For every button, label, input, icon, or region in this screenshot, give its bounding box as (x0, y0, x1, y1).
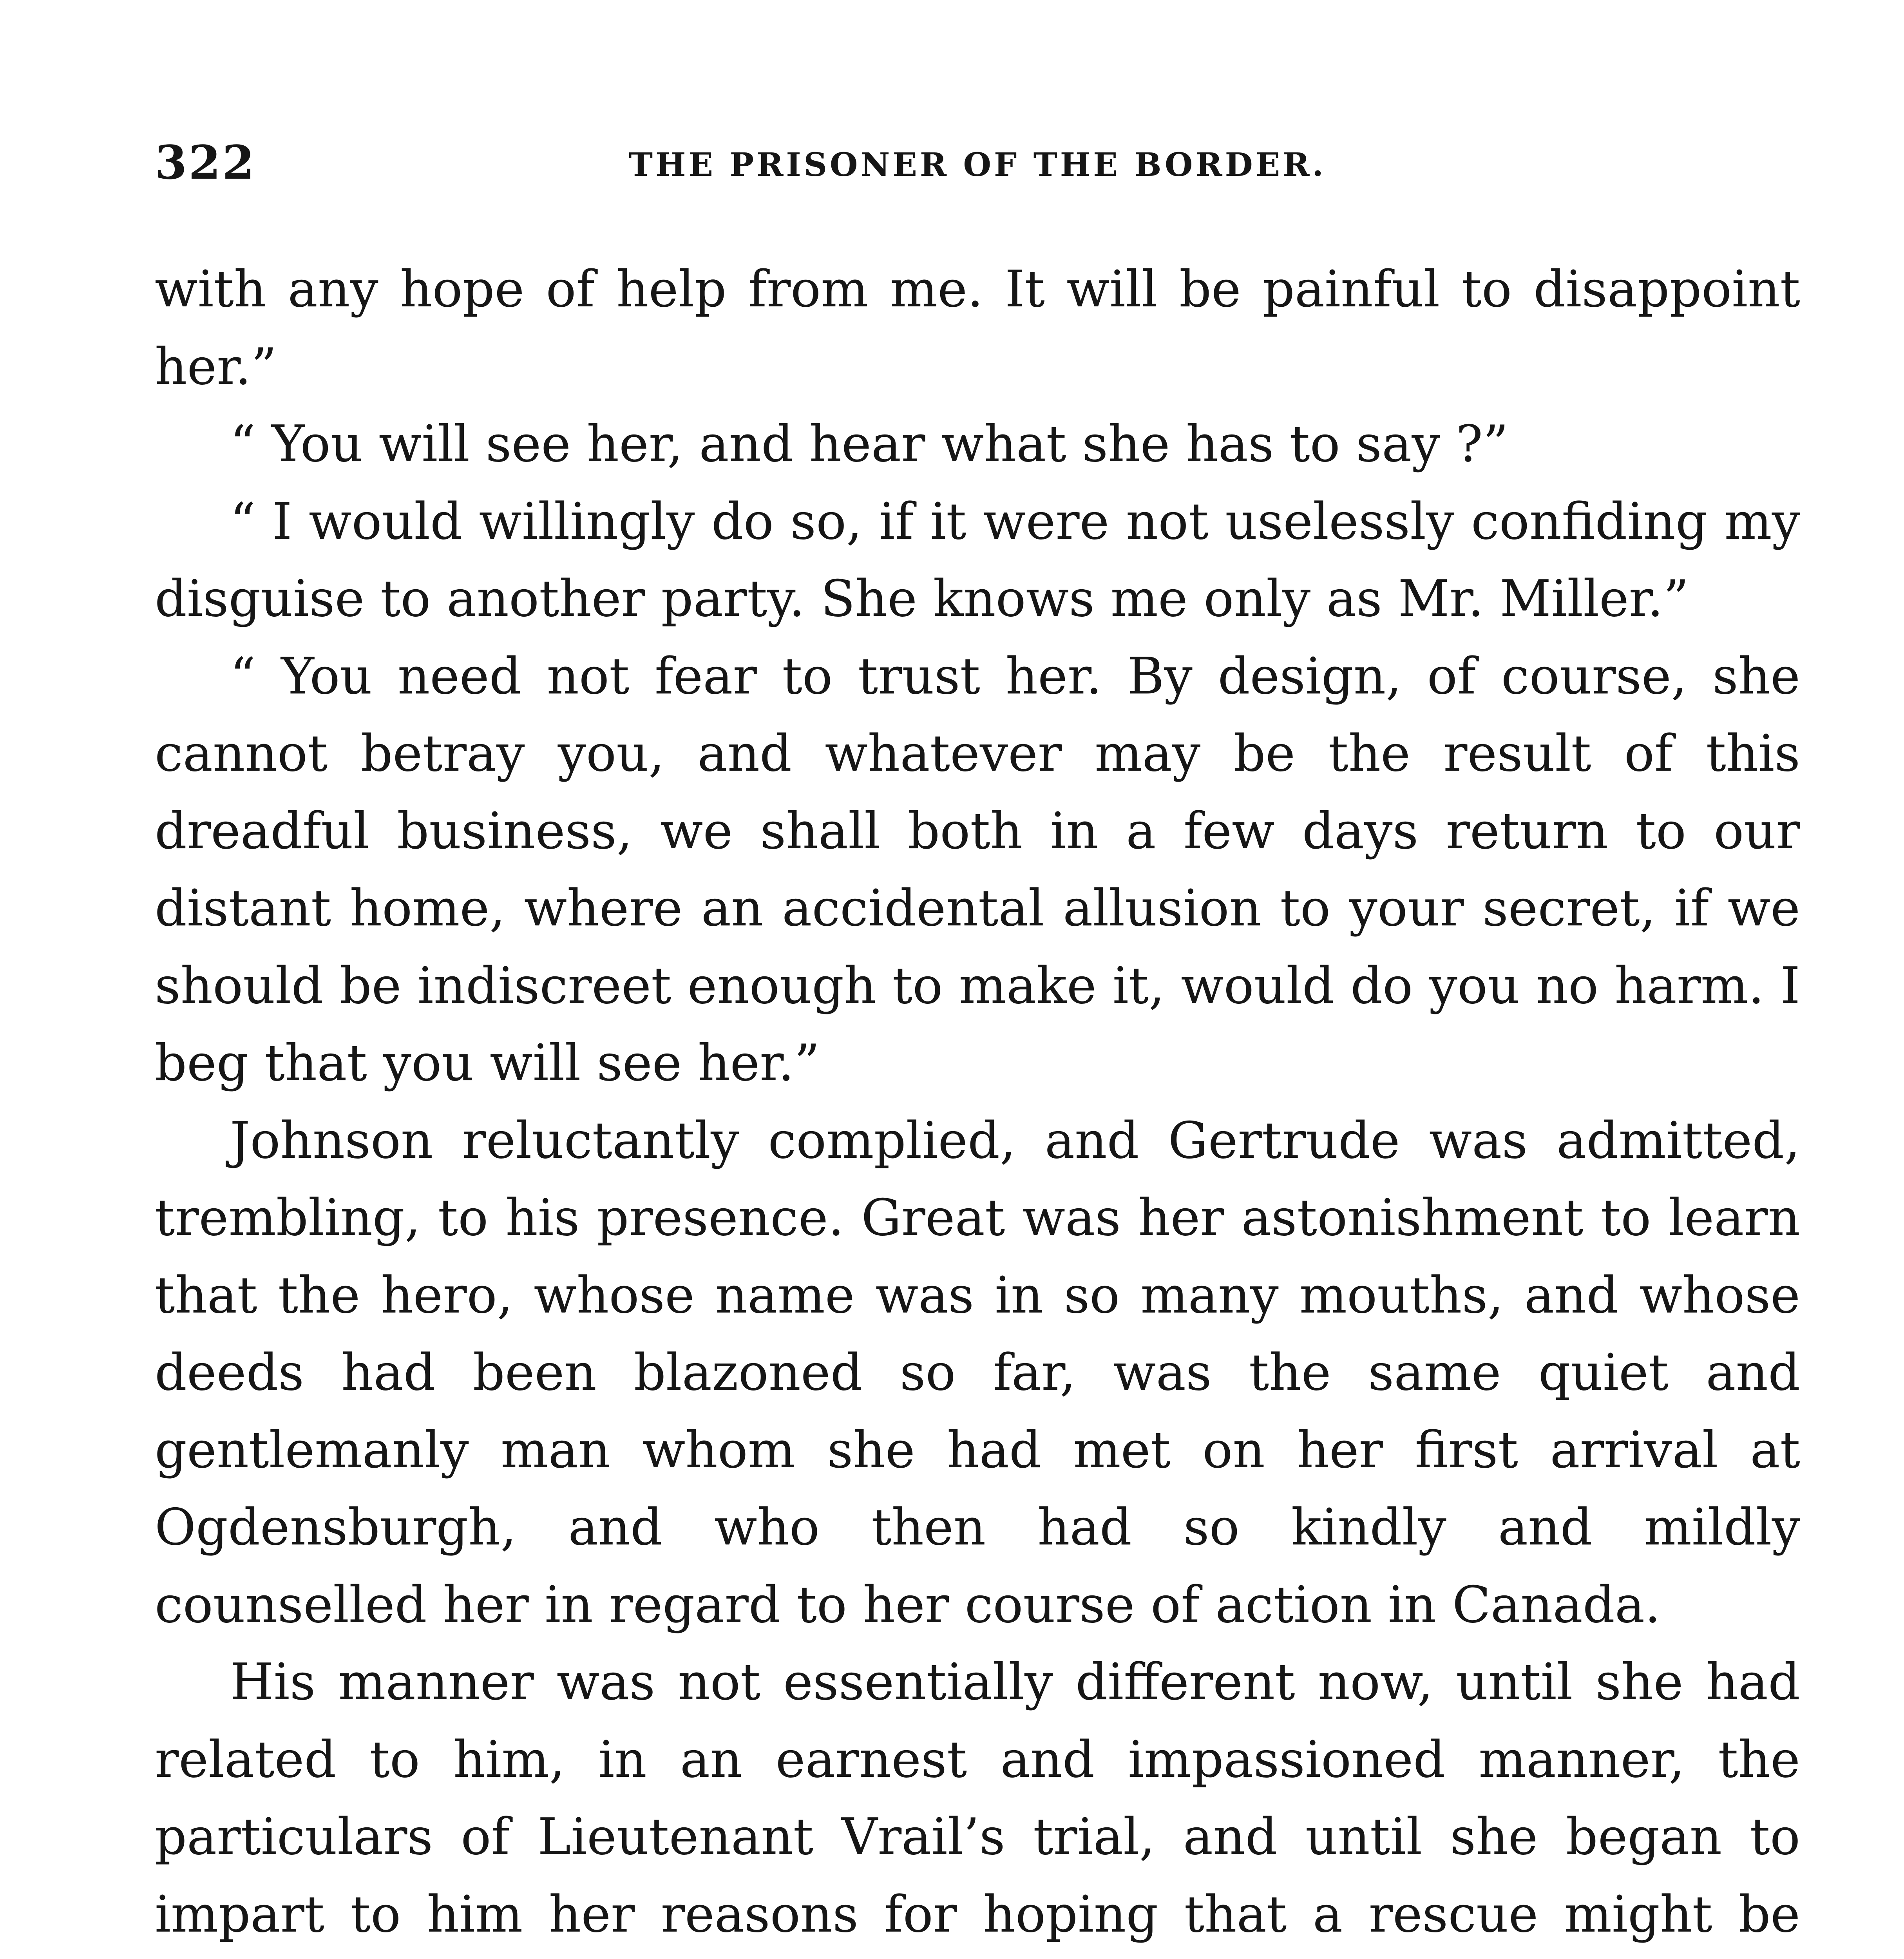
paragraph: Johnson reluctantly complied, and Gertrude was admitted, trembling, to his presence. Great was her astonishment to learn that the hero, whose name was in so many mouths, and whose deeds had been blazoned so far, was the same quiet and gentlemanly man whom she had met on her first arrival at Ogdensburgh, and who then had so kindly and mildly counselled her in regard to her course of action in Canada. (155, 1111, 1800, 1634)
running-title: THE PRISONER OF THE BORDER. (629, 146, 1326, 184)
paragraph: “ You need not fear to trust her. By design, of course, she cannot betray you, and whatever may be the result of this dreadful business, we shall both in a few days return to our distant home, where an accidental allusion to your secret, if we should be indiscreet enough to make it, would do you no harm. I beg that you will see her.” (155, 647, 1800, 1092)
paragraph: “ You will see her, and hear what she has to say ?” (230, 415, 1509, 473)
paragraph: His manner was not essentially different now, until she had related to him, in an earnest and impassioned manner, the particulars of Lieutenant Vrail’s trial, and until she began to impart to him her reasons for hoping that a rescue might be (155, 1653, 1800, 1944)
body-text (155, 251, 1800, 1959)
page-header (155, 135, 1800, 202)
paragraph: with any hope of help from me. It will be painful to disappoint her.” (155, 260, 1800, 396)
paragraph: “ I would willingly do so, if it were not uselessly confiding my disguise to another party. She knows me only as Mr. Miller.” (155, 492, 1800, 628)
page-number: 322 (155, 135, 256, 190)
